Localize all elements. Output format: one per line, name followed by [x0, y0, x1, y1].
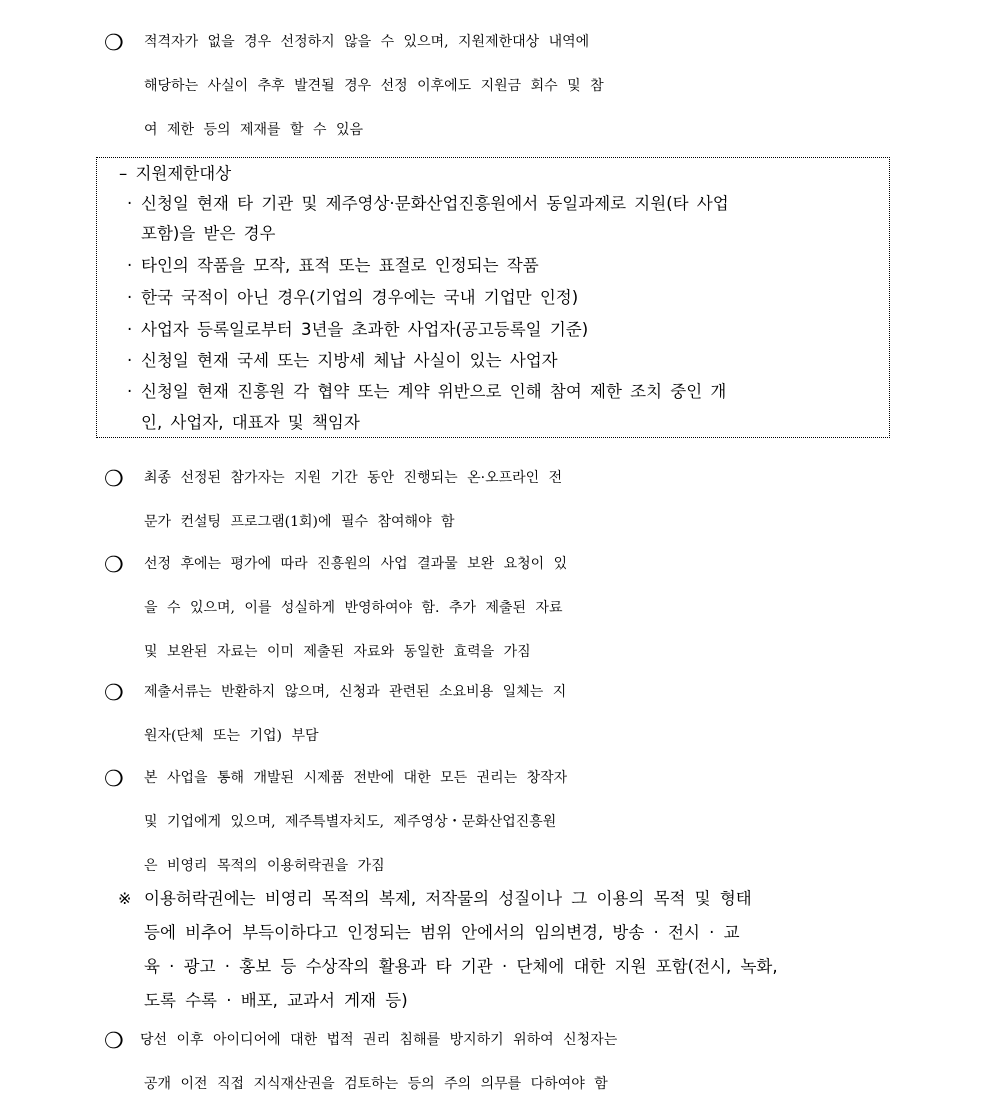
paragraph-line: 여 제한 등의 제재를 할 수 있음 — [144, 122, 363, 138]
middle-dot-icon: · — [127, 382, 133, 401]
restriction-item — [127, 345, 558, 377]
paragraph-line: 원자(단체 또는 기업) 부담 — [144, 728, 319, 744]
section-consulting-program — [104, 456, 904, 544]
circle-bullet-icon: ❍ — [104, 681, 124, 706]
circle-bullet-icon: ❍ — [104, 467, 124, 492]
restriction-item — [127, 376, 726, 408]
restriction-item-text: 신청일 현재 국세 또는 지방세 체납 사실이 있는 사업자 — [141, 351, 558, 370]
middle-dot-icon: · — [127, 194, 133, 213]
license-note — [118, 882, 778, 1018]
paragraph-line: 선정 후에는 평가에 따라 진흥원의 사업 결과물 보완 요청이 있 — [144, 556, 568, 572]
restriction-item — [127, 282, 578, 314]
paragraph-line: 및 기업에게 있으며, 제주특별자치도, 제주영상・문화산업진흥원 — [144, 814, 557, 830]
section-documents-costs — [104, 670, 904, 758]
middle-dot-icon: · — [127, 320, 133, 339]
section-rights — [104, 756, 904, 888]
middle-dot-icon: · — [127, 256, 133, 275]
paragraph-line: 및 보완된 자료는 이미 제출된 자료와 동일한 효력을 가짐 — [144, 644, 531, 660]
note-line: 육 · 광고 · 홍보 등 수상작의 활용과 타 기관 · 단체에 대한 지원 포함(전시, 녹화, — [144, 957, 778, 976]
section-supplement-request — [104, 542, 904, 674]
restriction-item-text: 신청일 현재 타 기관 및 제주영상·문화산업진흥원에서 동일과제로 지원(타 사업 — [141, 194, 729, 213]
paragraph-line: 해당하는 사실이 추후 발견될 경우 선정 이후에도 지원금 회수 및 참 — [144, 78, 604, 94]
restriction-item — [127, 250, 539, 282]
paragraph-line: 본 사업을 통해 개발된 시제품 전반에 대한 모든 권리는 창작자 — [144, 770, 568, 786]
note-line: 등에 비추어 부득이하다고 인정되는 범위 안에서의 임의변경, 방송 · 전시 · 교 — [144, 923, 740, 942]
paragraph-line: 공개 이전 직접 지식재산권을 검토하는 등의 주의 의무를 다하여야 함 — [144, 1076, 608, 1092]
restriction-heading: – 지원제한대상 — [119, 164, 232, 183]
paragraph-line: 을 수 있으며, 이를 성실하게 반영하여야 함. 추가 제출된 자료 — [144, 600, 563, 616]
note-line: 이용허락권에는 비영리 목적의 복제, 저작물의 성질이나 그 이용의 목적 및 형태 — [144, 889, 752, 908]
restriction-box — [96, 157, 890, 438]
restriction-item — [127, 314, 588, 346]
middle-dot-icon: · — [127, 288, 133, 307]
circle-bullet-icon: ❍ — [104, 31, 124, 56]
reference-mark-icon: ※ — [118, 889, 132, 908]
circle-bullet-icon: ❍ — [104, 1029, 124, 1054]
restriction-item — [127, 188, 729, 220]
restriction-item-continued: 인, 사업자, 대표자 및 책임자 — [141, 413, 360, 432]
section-selection-notice — [104, 20, 904, 152]
restriction-item-text: 사업자 등록일로부터 3년을 초과한 사업자(공고등록일 기준) — [141, 320, 589, 339]
paragraph-line: 적격자가 없을 경우 선정하지 않을 수 있으며, 지원제한대상 내역에 — [144, 34, 590, 50]
restriction-item-text: 한국 국적이 아닌 경우(기업의 경우에는 국내 기업만 인정) — [141, 288, 579, 307]
paragraph-line: 은 비영리 목적의 이용허락권을 가짐 — [144, 858, 385, 874]
paragraph-line: 제출서류는 반환하지 않으며, 신청과 관련된 소요비용 일체는 지 — [144, 684, 567, 700]
circle-bullet-icon: ❍ — [104, 553, 124, 578]
paragraph-line: 문가 컨설팅 프로그램(1회)에 필수 참여해야 함 — [144, 514, 455, 530]
note-line: 도록 수록 · 배포, 교과서 게재 등) — [144, 991, 408, 1010]
paragraph-line: 당선 이후 아이디어에 대한 법적 권리 침해를 방지하기 위하여 신청자는 — [140, 1032, 618, 1048]
paragraph-line: 최종 선정된 참가자는 지원 기간 동안 진행되는 온·오프라인 전 — [144, 470, 563, 486]
restriction-item-text: 신청일 현재 진흥원 각 협약 또는 계약 위반으로 인해 참여 제한 조치 중인 개 — [141, 382, 727, 401]
middle-dot-icon: · — [127, 351, 133, 370]
restriction-item-continued: 포함)을 받은 경우 — [141, 224, 276, 243]
restriction-item-text: 타인의 작품을 모작, 표적 또는 표절로 인정되는 작품 — [141, 256, 539, 275]
circle-bullet-icon: ❍ — [104, 767, 124, 792]
section-ip-duty — [104, 1018, 904, 1106]
